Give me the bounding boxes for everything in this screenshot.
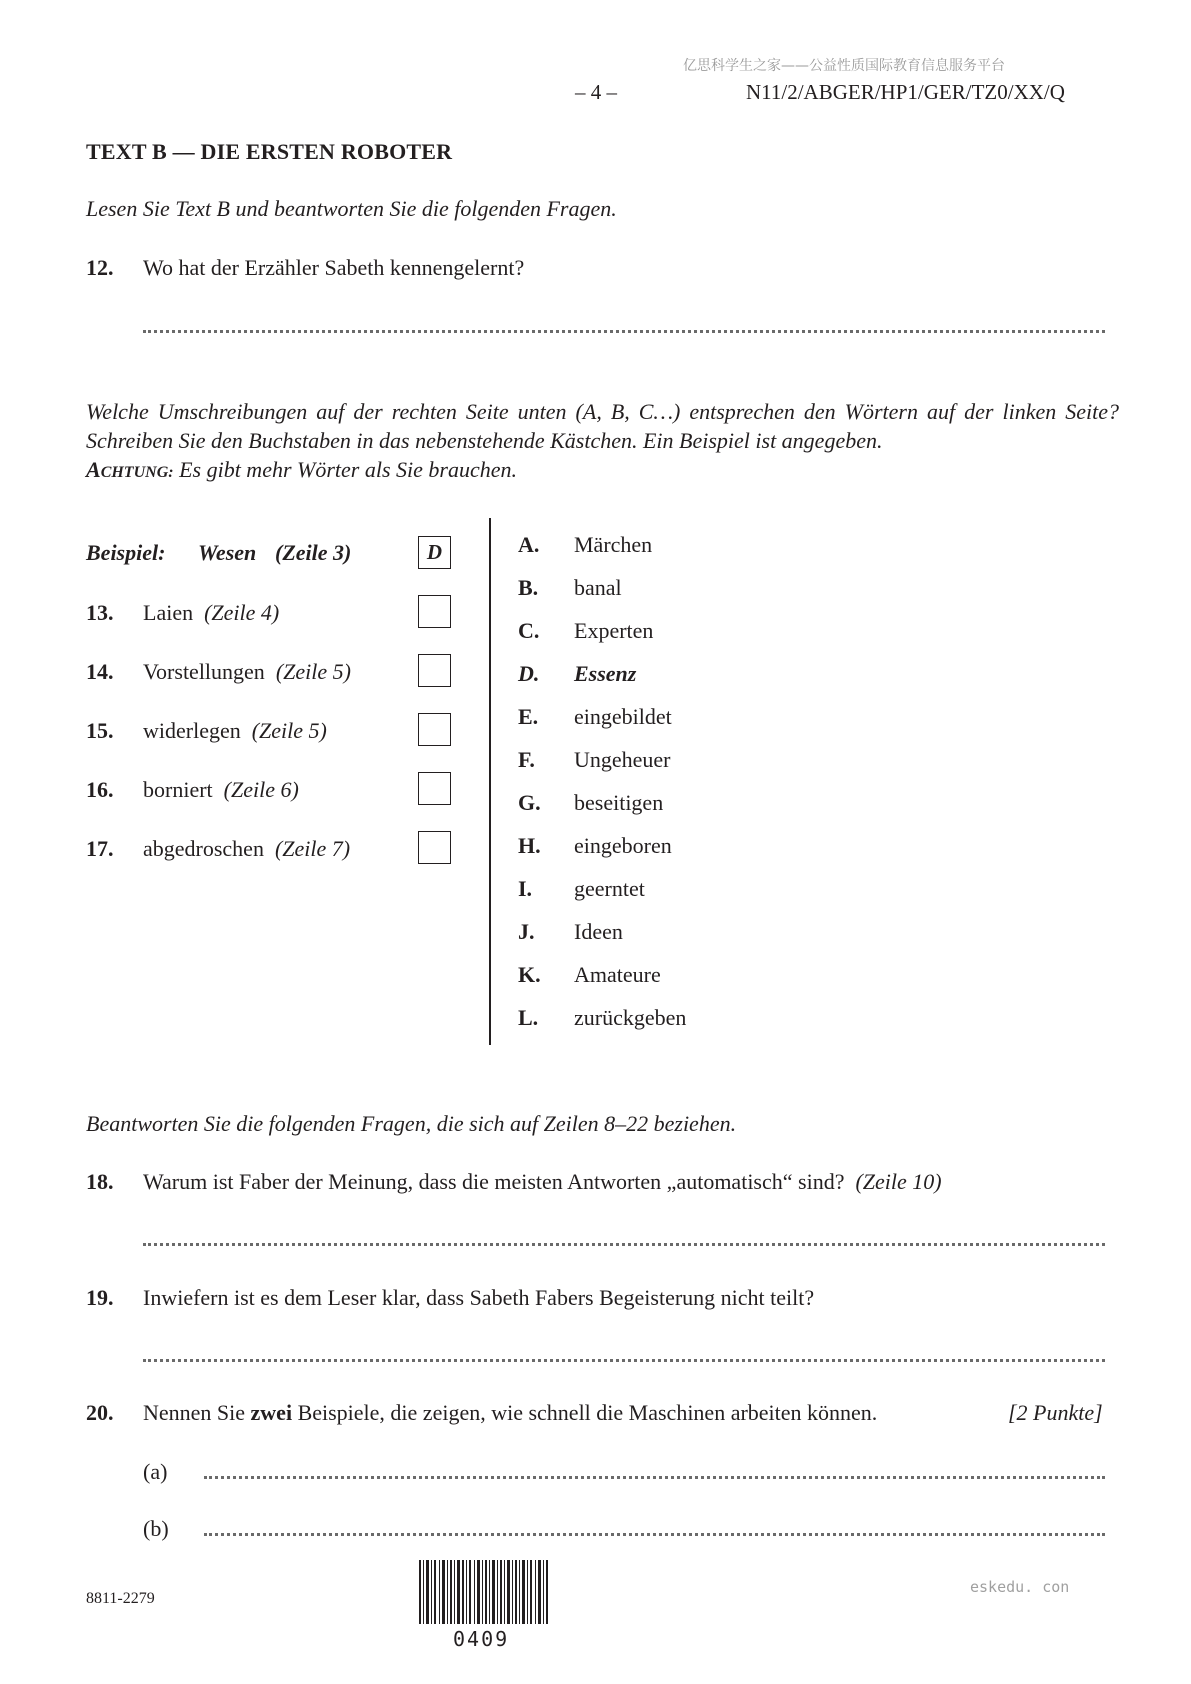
item-word [143,600,279,626]
option-text: zurückgeben [574,1005,687,1030]
item-line-ref: (Zeile 5) [251,718,327,743]
option-letter: K. [518,962,541,987]
matching-instruction [86,397,1119,487]
question-20-text-before: Nennen Sie [143,1400,251,1425]
question-20-text-bold: zwei [250,1400,293,1425]
document-code: N11/2/ABGER/HP1/GER/TZ0/XX/Q [746,80,1065,104]
question-18-body: Warum ist Faber der Meinung, dass die meisten Antworten „automatisch“ sind? [143,1169,845,1194]
question-18-line-ref: (Zeile 10) [855,1169,942,1194]
option-text: banal [574,575,622,600]
question-19-answer-line[interactable] [143,1359,1105,1362]
option-letter: J. [518,919,535,944]
item-line-ref: (Zeile 5) [275,659,351,684]
option-letter: H. [518,833,541,858]
item-word-text: borniert [143,777,213,802]
item-line-ref: (Zeile 7) [274,836,351,861]
option-text: Ideen [574,919,623,944]
item-word-text: Vorstellungen [143,659,265,684]
item-number: 16. [86,777,114,802]
option-letter: F. [518,747,535,772]
option-text: Experten [574,618,654,643]
answer-box-15[interactable] [418,713,451,746]
item-word [143,659,351,685]
item-word-text: abgedroschen [143,836,264,861]
example-answer-box: D [418,536,451,569]
option-text: geerntet [574,876,645,901]
question-19-text: Inwiefern ist es dem Leser klar, dass Sabeth Fabers Begeisterung nicht teilt? [143,1285,815,1310]
option-letter: I. [518,876,533,901]
barcode-icon [419,1560,551,1624]
item-word-text: Laien [143,600,194,625]
option-letter: L. [518,1005,539,1030]
item-number: 14. [86,659,114,684]
question-12-number: 12. [86,255,114,280]
question-19-number: 19. [86,1285,114,1310]
question-18-answer-line[interactable] [143,1243,1105,1246]
item-word [143,836,350,862]
option-text: eingebildet [574,704,672,729]
question-20b-label: (b) [143,1516,169,1541]
question-20-number: 20. [86,1400,114,1425]
attention-label-initial: A [86,457,101,482]
answer-box-17[interactable] [418,831,451,864]
header-watermark: 亿思科学生之家——公益性质国际教育信息服务平台 [683,58,1005,74]
item-word [143,718,327,744]
footer-code: 8811-2279 [86,1590,155,1607]
matching-instruction-text: Welche Umschreibungen auf der rechten Seite unten (A, B, C…) entsprechen den Wörtern auf der linken Seite? Schreiben Sie den Buchstaben in das nebenstehende Kästchen. Ein Beispiel ist angegeben. [86,399,1119,453]
item-word-text: widerlegen [143,718,241,743]
part2-instruction: Beantworten Sie die folgenden Fragen, die sich auf Zeilen 8–22 beziehen. [86,1111,737,1136]
option-text: Amateure [574,962,661,987]
option-text: Märchen [574,532,653,557]
page-number: – 4 – [575,80,617,104]
question-20a-answer-line[interactable] [204,1476,1105,1479]
question-18-text [143,1169,942,1195]
question-20a-label: (a) [143,1459,168,1484]
example-word: Wesen [198,540,257,565]
question-12-text: Wo hat der Erzähler Sabeth kennengelernt? [143,255,525,280]
item-number: 17. [86,836,114,861]
section-instruction: Lesen Sie Text B und beantworten Sie die folgenden Fragen. [86,196,617,221]
attention-text: Es gibt mehr Wörter als Sie brauchen. [179,457,517,482]
section-title: TEXT B — DIE ERSTEN ROBOTER [86,139,453,164]
option-letter: E. [518,704,539,729]
option-text-example: Essenz [574,661,637,686]
question-12-answer-line[interactable] [143,330,1105,333]
question-20-points: [2 Punkte] [1008,1400,1103,1425]
barcode-number: 0409 [453,1627,510,1651]
item-number: 13. [86,600,114,625]
option-text: Ungeheuer [574,747,671,772]
option-letter: C. [518,618,540,643]
example-label: Beispiel: [86,540,166,565]
footer-site-watermark: eskedu. con [970,1578,1070,1596]
option-letter: G. [518,790,541,815]
example-line: (Zeile 3) [275,540,352,565]
option-text: eingeboren [574,833,672,858]
question-18-number: 18. [86,1169,114,1194]
answer-box-14[interactable] [418,654,451,687]
answer-box-16[interactable] [418,772,451,805]
question-20-text-after: Beispiele, die zeigen, wie schnell die Maschinen arbeiten können. [292,1400,878,1425]
option-text: beseitigen [574,790,664,815]
question-20b-answer-line[interactable] [204,1533,1105,1536]
question-20-text [143,1400,877,1426]
option-letter-example: D. [518,661,540,686]
option-letter: A. [518,532,540,557]
option-letter: B. [518,575,539,600]
item-word [143,777,299,803]
item-line-ref: (Zeile 6) [223,777,299,802]
answer-box-13[interactable] [418,595,451,628]
attention-label [86,457,174,482]
attention-label-rest: CHTUNG: [100,464,174,481]
item-number: 15. [86,718,114,743]
column-divider [489,518,491,1045]
item-line-ref: (Zeile 4) [204,600,280,625]
